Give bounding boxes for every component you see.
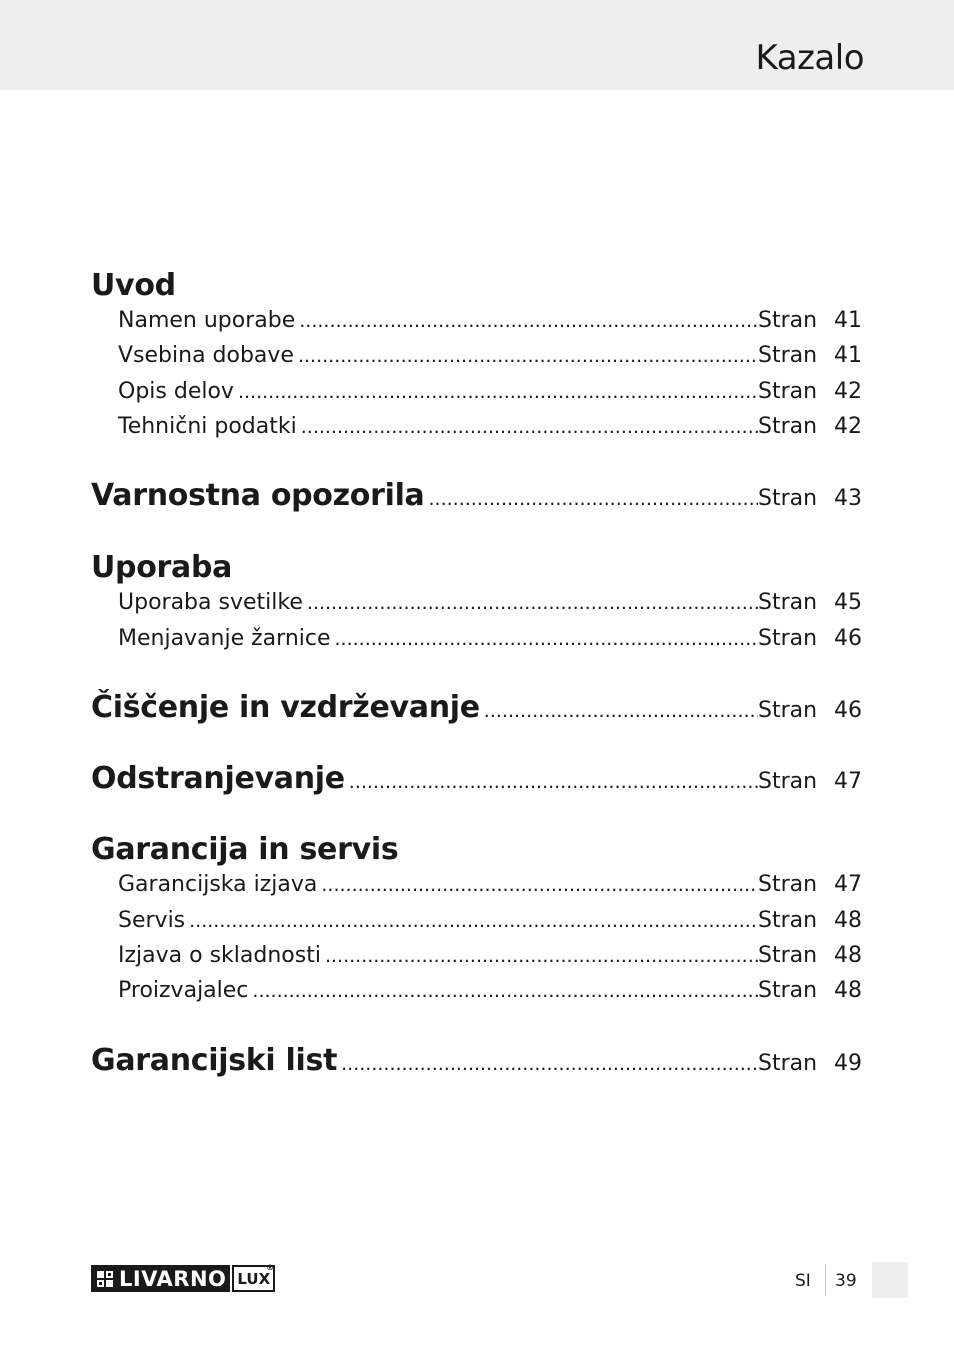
page-number: 39: [835, 1271, 857, 1291]
toc-entry-proizvajalec[interactable]: [91, 978, 862, 1003]
toc-entry-page: Stran 49: [758, 1051, 862, 1076]
registered-mark: ®: [266, 1263, 275, 1272]
dot-leader: [484, 700, 758, 722]
toc-entry-page: Stran 42: [758, 379, 862, 404]
toc-entry-label: Garancijski list: [91, 1043, 338, 1078]
section-heading-uvod: Uvod: [91, 268, 176, 303]
toc-entry-page: Stran 43: [758, 486, 862, 511]
toc-entry-odstranjevanje[interactable]: [91, 761, 862, 796]
dot-leader: [349, 771, 758, 793]
toc-entry-varnostna-opozorila[interactable]: [91, 478, 862, 513]
dot-leader: [299, 310, 758, 332]
toc-entry-opis-delov[interactable]: [91, 379, 862, 404]
toc-entry-garancijski-list[interactable]: [91, 1043, 862, 1078]
toc-entry-page: Stran 41: [758, 308, 862, 333]
toc-entry-servis[interactable]: [91, 908, 862, 933]
toc-entry-izjava-o-skladnosti[interactable]: [91, 943, 862, 968]
toc-entry-page: Stran 46: [758, 698, 862, 723]
dot-leader: [321, 874, 758, 896]
dot-leader: [335, 628, 758, 650]
toc-entry-label: Servis: [118, 908, 186, 933]
toc-entry-namen-uporabe[interactable]: [91, 308, 862, 333]
toc-entry-page: Stran 47: [758, 872, 862, 897]
dot-leader: [238, 381, 758, 403]
logo-lux: [232, 1265, 275, 1292]
dot-leader: [325, 945, 758, 967]
toc-entry-label: Izjava o skladnosti: [118, 943, 321, 968]
toc-entry-garancijska-izjava[interactable]: [91, 872, 862, 897]
toc-entry-label: Odstranjevanje: [91, 761, 345, 796]
toc-entry-page: Stran 48: [758, 978, 862, 1003]
language-code: SI: [795, 1271, 811, 1291]
toc-entry-label: Proizvajalec: [118, 978, 249, 1003]
dot-leader: [307, 592, 758, 614]
toc-entry-tehnicni-podatki[interactable]: [91, 414, 862, 439]
dot-leader: [298, 345, 758, 367]
toc-entry-label: Uporaba svetilke: [118, 590, 303, 615]
dot-leader: [301, 416, 758, 438]
dot-leader: [429, 488, 759, 510]
toc-entry-label: Čiščenje in vzdrževanje: [91, 690, 480, 725]
logo-squares-icon: [97, 1271, 113, 1287]
toc-entry-label: Menjavanje žarnice: [118, 626, 331, 651]
livarno-lux-logo: [91, 1265, 316, 1292]
toc-entry-page: Stran 45: [758, 590, 862, 615]
toc-entry-page: Stran 48: [758, 908, 862, 933]
footer-tab-box: [872, 1262, 908, 1298]
toc-entry-page: Stran 42: [758, 414, 862, 439]
toc-entry-vsebina-dobave[interactable]: [91, 343, 862, 368]
toc-entry-ciscenje[interactable]: [91, 690, 862, 725]
toc-entry-label: Vsebina dobave: [118, 343, 294, 368]
dot-leader: [189, 910, 758, 932]
toc-entry-page: Stran 48: [758, 943, 862, 968]
toc-entry-page: Stran 47: [758, 769, 862, 794]
toc-entry-label: Varnostna opozorila: [91, 478, 425, 513]
toc-entry-page: Stran 41: [758, 343, 862, 368]
section-heading-garancija: Garancija in servis: [91, 832, 399, 867]
toc-entry-label: Tehnični podatki: [118, 414, 297, 439]
toc-entry-label: Garancijska izjava: [118, 872, 318, 897]
dot-leader: [252, 980, 758, 1002]
section-heading-uporaba: Uporaba: [91, 550, 233, 585]
toc-entry-menjavanje-zarnice[interactable]: [91, 626, 862, 651]
toc-entry-page: Stran 46: [758, 626, 862, 651]
logo-text: LIVARNO: [119, 1266, 227, 1291]
logo-lux-text: LUX: [237, 1269, 271, 1288]
toc-entry-label: Namen uporabe: [118, 308, 296, 333]
logo-main: [91, 1265, 230, 1292]
toc-entry-uporaba-svetilke[interactable]: [91, 590, 862, 615]
toc-entry-label: Opis delov: [118, 379, 234, 404]
page-title: Kazalo: [755, 38, 864, 78]
footer-divider: [825, 1264, 826, 1296]
dot-leader: [341, 1053, 758, 1075]
